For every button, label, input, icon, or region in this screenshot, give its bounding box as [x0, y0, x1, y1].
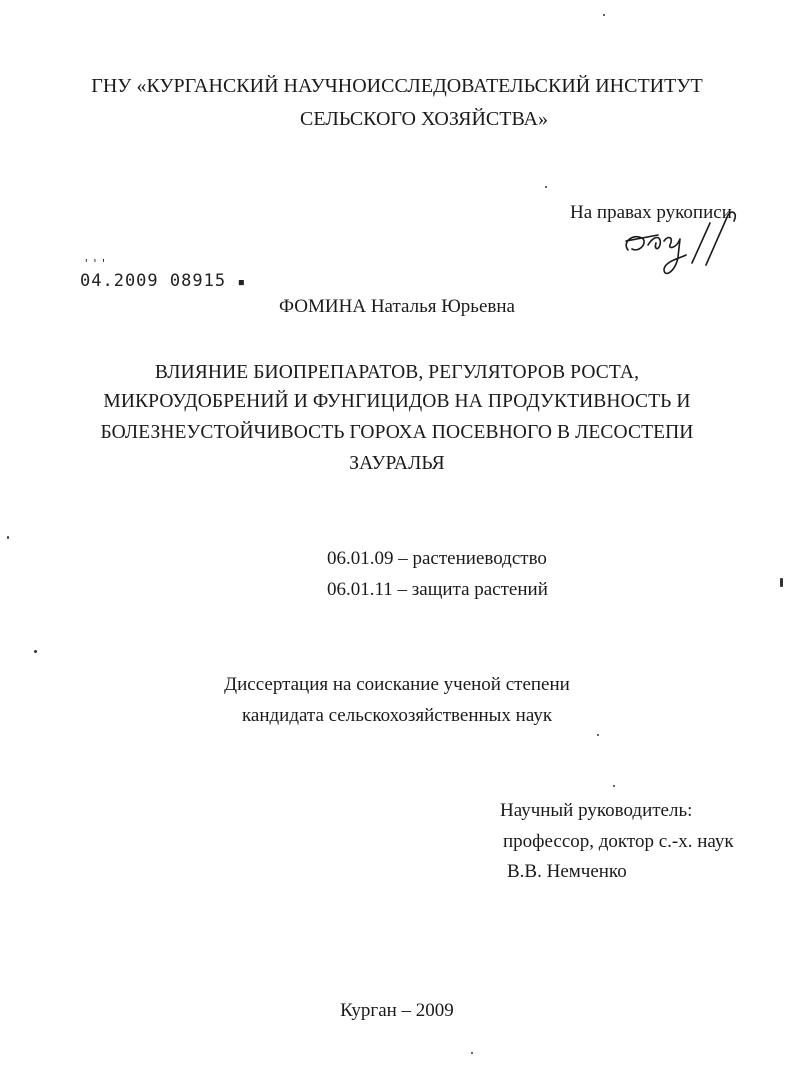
- specialty-1: 06.01.09 – растениеводство: [327, 548, 547, 569]
- signature-icon: [618, 205, 748, 285]
- scan-speck: [7, 536, 9, 539]
- supervisor-position: профессор, доктор с.-х. наук: [503, 831, 734, 852]
- degree-line-2: кандидата сельскохозяйственных наук: [241, 705, 553, 726]
- author-name: ФОМИНА Наталья Юрьевна: [279, 296, 515, 317]
- archive-stamp-number: 04.2009 08915: [80, 271, 227, 291]
- scan-speck: [597, 734, 599, 736]
- scan-speck: [471, 1052, 473, 1054]
- scan-speck: [780, 578, 783, 587]
- supervisor-heading: Научный руководитель:: [500, 800, 693, 821]
- scan-speck: [545, 186, 547, 188]
- archive-stamp: ''' 04.2009 08915 ▪: [80, 257, 247, 291]
- city-year: Курган – 2009: [340, 1000, 454, 1021]
- title-line-4: ЗАУРАЛЬЯ: [349, 453, 445, 474]
- supervisor-name: В.В. Немченко: [507, 861, 627, 882]
- degree-line-1: Диссертация на соискание ученой степени: [224, 674, 570, 695]
- title-line-3: БОЛЕЗНЕУСТОЙЧИВОСТЬ ГОРОХА ПОСЕВНОГО В ЛЕСОСТЕПИ: [100, 422, 694, 443]
- scan-speck: [603, 14, 605, 16]
- institute-name-line1: ГНУ «КУРГАНСКИЙ НАУЧНОИССЛЕДОВАТЕЛЬСКИЙ ИНСТИТУТ: [91, 75, 703, 97]
- title-line-1: ВЛИЯНИЕ БИОПРЕПАРАТОВ, РЕГУЛЯТОРОВ РОСТА,: [154, 362, 640, 383]
- specialty-2: 06.01.11 – защита растений: [327, 579, 548, 600]
- scan-speck: [613, 785, 615, 787]
- institute-name-line2: СЕЛЬСКОГО ХОЗЯЙСТВА»: [300, 108, 548, 130]
- scan-speck: [34, 650, 37, 653]
- title-line-2: МИКРОУДОБРЕНИЙ И ФУНГИЦИДОВ НА ПРОДУКТИВНОСТЬ И: [103, 391, 691, 412]
- rights-notice: На правах рукописи: [570, 202, 732, 223]
